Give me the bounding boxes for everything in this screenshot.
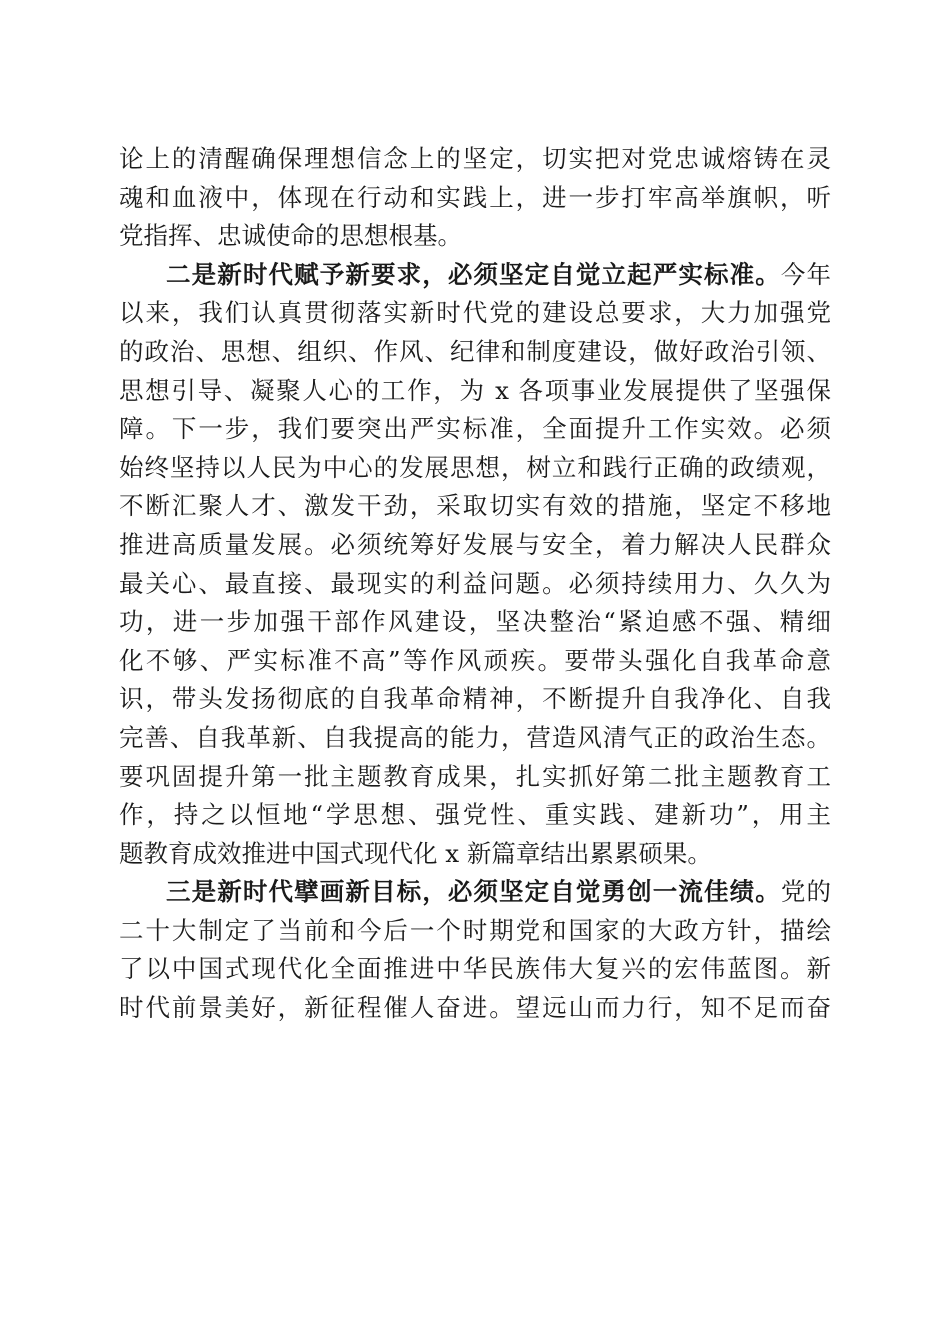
paragraph-heading: 二是新时代赋予新要求，必须坚定自觉立起严实标准。 — [166, 259, 781, 289]
body-line: 思想引导、凝聚人心的工作，为 x 各项事业发展提供了坚强保 — [119, 375, 831, 405]
body-line: 功，进一步加强干部作风建设，坚决整治“紧迫感不强、精细 — [119, 607, 831, 637]
paragraph-lead-rest: 党的 — [780, 877, 832, 907]
paragraph-lead-rest: 今年 — [780, 259, 832, 289]
paragraph-first-line — [119, 256, 831, 295]
body-line: 以来，我们认真贯彻落实新时代党的建设总要求，大力加强党 — [119, 298, 831, 328]
body-line: 党指挥、忠诚使命的思想根基。 — [119, 221, 462, 251]
body-line: 始终坚持以人民为中心的发展思想，树立和践行正确的政绩观， — [119, 452, 831, 482]
paragraph-first-line — [119, 873, 831, 912]
body-line: 完善、自我革新、自我提高的能力，营造风清气正的政治生态。 — [119, 722, 831, 752]
body-line: 作，持之以恒地“学思想、强党性、重实践、建新功”，用主 — [119, 800, 831, 830]
body-line: 论上的清醒确保理想信念上的坚定，切实把对党忠诚熔铸在灵 — [119, 144, 831, 173]
body-line: 识，带头发扬彻底的自我革命精神，不断提升自我净化、自我 — [119, 684, 831, 714]
body-line: 二十大制定了当前和今后一个时期党和国家的大政方针，描绘 — [119, 915, 831, 945]
body-line: 最关心、最直接、最现实的利益问题。必须持续用力、久久为 — [119, 568, 831, 598]
body-line: 的政治、思想、组织、作风、纪律和制度建设，做好政治引领、 — [119, 336, 831, 366]
body-line: 障。下一步，我们要突出严实标准，全面提升工作实效。必须 — [119, 414, 831, 444]
body-line: 魂和血液中，体现在行动和实践上，进一步打牢高举旗帜，听 — [119, 182, 831, 212]
body-line: 时代前景美好，新征程催人奋进。望远山而力行，知不足而奋 — [119, 993, 831, 1023]
paragraph-heading: 三是新时代擘画新目标，必须坚定自觉勇创一流佳绩。 — [166, 877, 781, 907]
body-line: 了以中国式现代化全面推进中华民族伟大复兴的宏伟蓝图。新 — [119, 954, 831, 984]
body-line: 推进高质量发展。必须统筹好发展与安全，着力解决人民群众 — [119, 529, 831, 559]
document-body — [119, 140, 831, 1028]
body-line: 化不够、严实标准不高”等作风顽疾。要带头强化自我革命意 — [119, 645, 831, 675]
body-line: 题教育成效推进中国式现代化 x 新篇章结出累累硕果。 — [119, 838, 712, 868]
body-line: 不断汇聚人才、激发干劲，采取切实有效的措施，坚定不移地 — [119, 491, 831, 521]
body-line: 要巩固提升第一批主题教育成果，扎实抓好第二批主题教育工 — [119, 761, 831, 791]
